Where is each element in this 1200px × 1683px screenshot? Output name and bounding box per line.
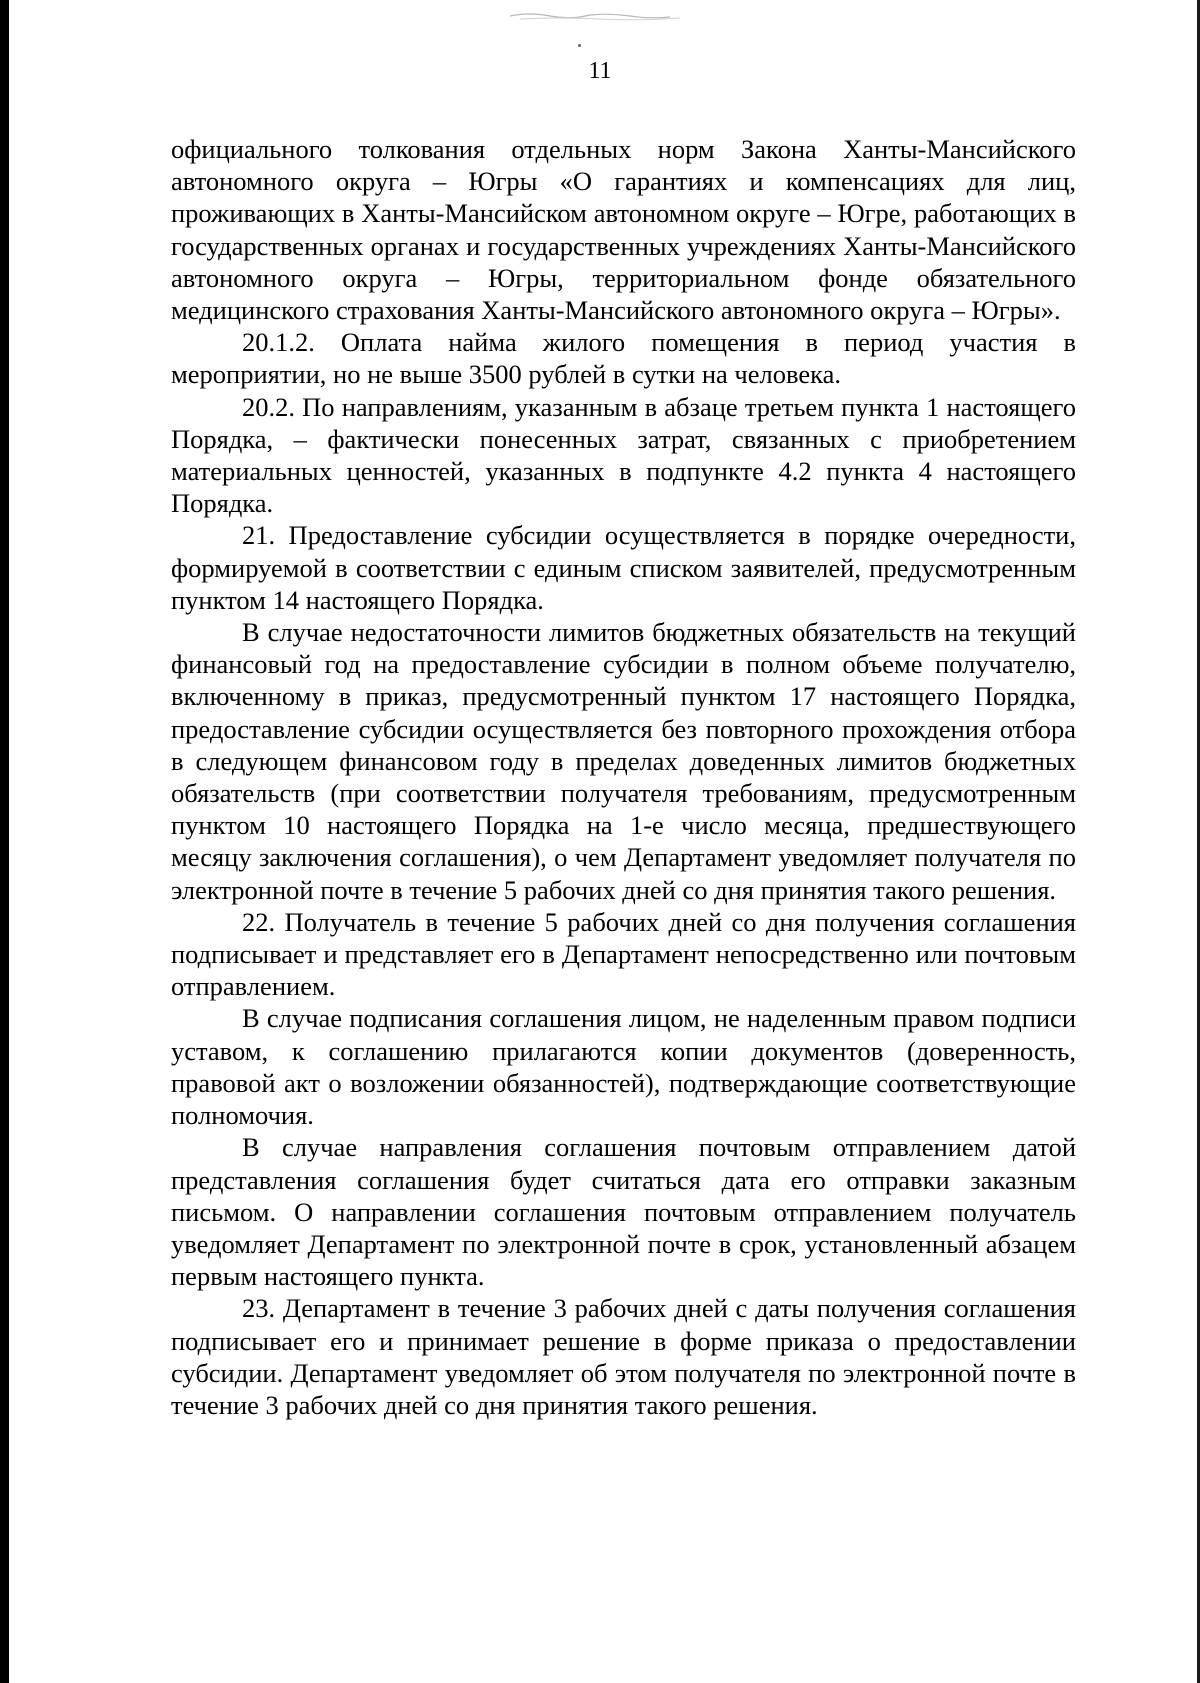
paragraph-continuation: официального толкования отдельных норм Закона Ханты-Мансийского автономного округа – Югры «О гарантиях и компенсациях для лиц, проживающих в Ханты-Мансийском автономном округе – Югре, работающих в государственных органах и государственных учреждениях Ханты-Мансийского автономного округа – Югры, территориальном фонде обязательного медицинского страхования Ханты-Мансийского автономного округа – Югры». <box>171 134 1076 326</box>
paragraph-20-1-2: 20.1.2. Оплата найма жилого помещения в период участия в мероприятии, но не выше 3500 рублей в сутки на человека. <box>171 327 1076 390</box>
paragraph-21: 21. Предоставление субсидии осуществляется в порядке очередности, формируемой в соответствии с единым списком заявителей, предусмотренным пунктом 14 настоящего Порядка. <box>171 520 1076 615</box>
paragraph-23: 23. Департамент в течение 3 рабочих дней с даты получения соглашения подписывает его и принимает решение в форме приказа о предоставлении субсидии. Департамент уведомляет об этом получателя по электронной почте в течение 3 рабочих дней со дня принятия такого решения. <box>171 1293 1076 1420</box>
paragraph-22-signing: В случае подписания соглашения лицом, не наделенным правом подписи уставом, к соглашению прилагаются копии документов (доверенность, правовой акт о возложении обязанностей), подтверждающие соответствующие полномочия. <box>171 1003 1076 1131</box>
scan-dot <box>578 44 581 47</box>
paragraph-21-limits: В случае недостаточности лимитов бюджетных обязательств на текущий финансовый год на предоставление субсидии в полном объеме получателю, включенному в приказ, предусмотренный пунктом 17 настоящего Порядка, предоставление субсидии осуществляется без повторного прохождения отбора в следующем финансовом году в пределах доведенных лимитов бюджетных обязательств (при соответствии получателя требованиям, предусмотренным пунктом 10 настоящего Порядка на 1-е число месяца, предшествующего месяцу заключения соглашения), о чем Департамент уведомляет получателя по электронной почте в течение 5 рабочих дней со дня принятия такого решения. <box>171 617 1076 905</box>
paragraph-20-2: 20.2. По направлениям, указанным в абзаце третьем пункта 1 настоящего Порядка, – фактически понесенных затрат, связанных с приобретением материальных ценностей, указанных в подпункте 4.2 пункта 4 настоящего Порядка. <box>171 391 1076 519</box>
page-number: 11 <box>588 58 612 84</box>
paragraph-22: 22. Получатель в течение 5 рабочих дней со дня получения соглашения подписывает и представляет его в Департамент непосредственно или почтовым отправлением. <box>171 906 1076 1002</box>
document-body <box>171 133 1076 1421</box>
scan-noise-marks <box>500 8 700 22</box>
scan-left-edge <box>0 0 9 1683</box>
paragraph-22-mail: В случае направления соглашения почтовым отправлением датой представления соглашения будет считаться дата его отправки заказным письмом. О направлении соглашения почтовым отправлением получатель уведомляет Департамент по электронной почте в срок, установленный абзацем первым настоящего пункта. <box>171 1132 1076 1292</box>
